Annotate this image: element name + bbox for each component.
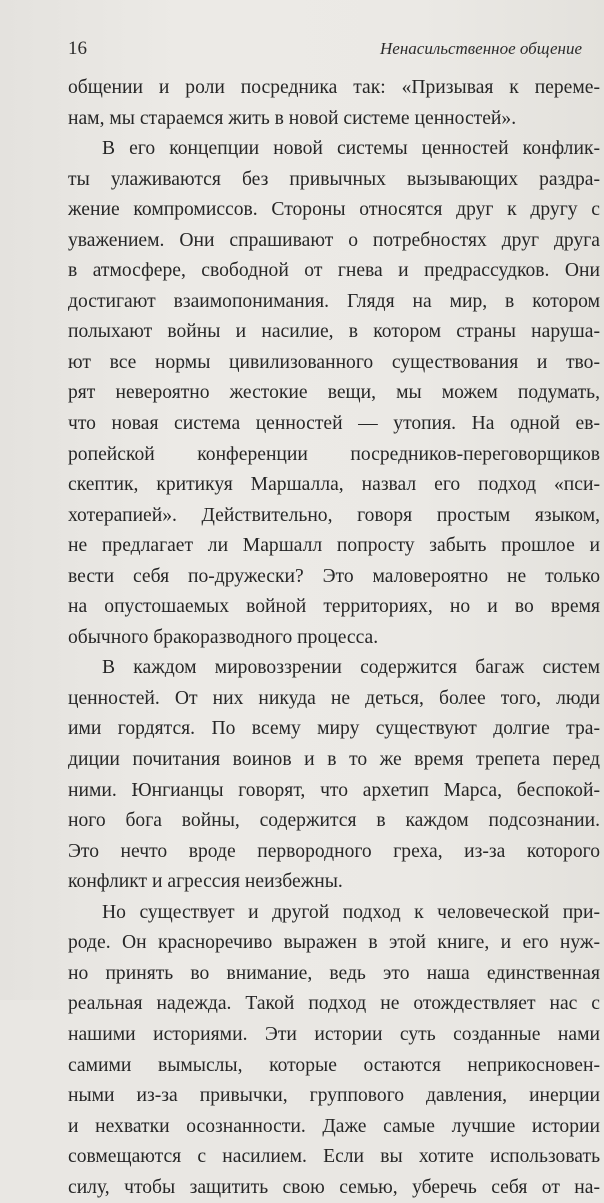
page-number: 16 (68, 38, 87, 59)
text-line: ты улаживаются без привычных вызывающих раздра- (68, 168, 600, 190)
text-line: но принять во внимание, ведь это наша единственная (68, 962, 600, 984)
text-line: совмещаются с насилием. Если вы хотите использовать (68, 1146, 600, 1168)
text-line: уважением. Они спрашивают о потребностях друг друга (68, 229, 600, 251)
text-line: и нехватки осознанности. Даже самые лучшие истории (68, 1115, 600, 1137)
text-line: общении и роли посредника так: «Призывая к переме- (68, 77, 600, 98)
text-line: достигают взаимопонимания. Глядя на мир, в котором (68, 290, 600, 312)
text-line: жение компромиссов. Стороны относятся друг к другу с (68, 199, 600, 221)
text-line: силу, чтобы защитить свою семью, уберечь себя от на- (68, 1176, 600, 1198)
text-line: что новая система ценностей — утопия. На одной ев- (68, 413, 600, 435)
text-line: в атмосфере, свободной от гнева и предрассудков. Они (68, 260, 600, 282)
text-line: ими гордятся. По всему миру существуют долгие тра- (68, 718, 600, 740)
text-line: хотерапией». Действительно, говоря простым языком, (68, 504, 600, 526)
text-line: нам, мы стараемся жить в новой системе ценностей». (68, 107, 517, 129)
paragraph (68, 898, 600, 1203)
paragraph (68, 73, 600, 134)
text-line: ными из-за привычки, группового давления, инерции (68, 1085, 600, 1107)
text-line: реальная надежда. Такой подход не отождествляет нас с (68, 993, 600, 1015)
text-line: ними. Юнгианцы говорят, что архетип Марса, беспокой- (68, 779, 600, 801)
paragraph (68, 134, 600, 653)
text-line: ценностей. От них никуда не деться, более того, люди (68, 687, 600, 709)
text-line: нашими историями. Эти истории суть созданные нами (68, 1023, 600, 1045)
text-line: роде. Он красноречиво выражен в этой книге, и его нуж- (68, 932, 600, 954)
body-text (68, 73, 600, 1203)
text-line: В каждом мировоззрении содержится багаж систем (102, 657, 600, 679)
text-line: обычного бракоразводного процесса. (68, 626, 379, 648)
text-line: диции почитания воинов и в то же время трепета перед (68, 749, 600, 771)
paragraph (68, 653, 600, 897)
text-line: конфликт и агрессия неизбежны. (68, 871, 343, 893)
text-line: ропейской конференции посредников-переговорщиков (68, 443, 600, 465)
text-line: рят невероятно жестокие вещи, мы можем подумать, (68, 382, 600, 404)
page-header (68, 38, 582, 64)
text-line: Но существует и другой подход к человеческой при- (102, 901, 600, 923)
text-line: полыхают войны и насилие, в котором страны наруша- (68, 321, 600, 343)
text-line: не предлагает ли Маршалл попросту забыть прошлое и (68, 535, 600, 557)
text-line: скептик, критикуя Маршалла, назвал его подход «пси- (68, 474, 600, 496)
text-line: В его концепции новой системы ценностей конфлик- (102, 138, 600, 160)
text-line: вести себя по-дружески? Это маловероятно не только (68, 565, 600, 587)
text-line: на опустошаемых войной территориях, но и во время (68, 596, 600, 618)
text-line: ют все нормы цивилизованного существования и тво- (68, 351, 600, 373)
running-title: Ненасильственное общение (380, 39, 582, 58)
text-line: самими вымыслы, которые остаются неприкосновен- (68, 1054, 600, 1076)
text-line: ного бога войны, содержится в каждом подсознании. (68, 810, 600, 832)
text-line: Это нечто вроде первородного греха, из-за которого (68, 840, 600, 862)
